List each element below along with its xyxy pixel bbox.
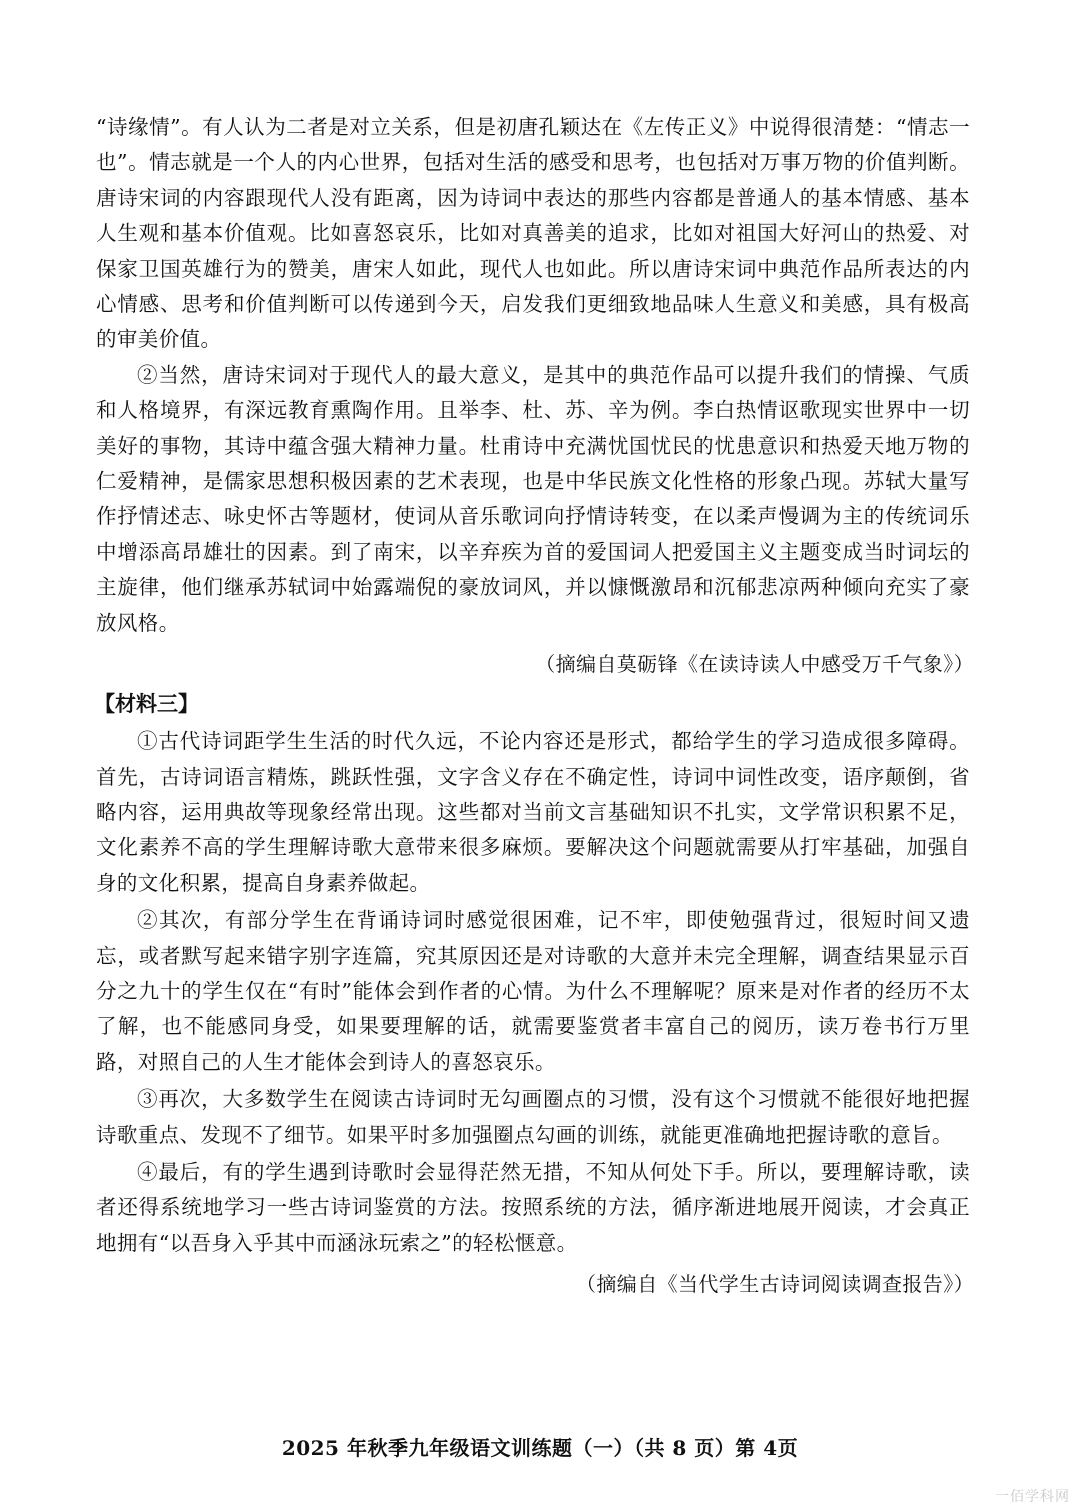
page-footer: 2025 年秋季九年级语文训练题（一）（共 8 页）第 4页 — [281, 1436, 799, 1460]
material-three-paragraph-2: ②其次，有部分学生在背诵诗词时感觉很困难，记不牢，即使勉强背过，很短时间又遗忘，或者默写起来错字别字连篇，究其原因还是对诗歌的大意并未完全理解，调查结果显示百分之九十的学生仅在“有时”能体会到作者的心情。为什么不理解呢？原来是对作者的经历不太了解，也不能感同身受，如果要理解的话，就需要鉴赏者丰富自己的阅历，读万卷书行万里路，对照自己的人生才能体会到诗人的喜怒哀乐。 — [96, 908, 970, 1074]
material-three-heading: 【材料三】 — [94, 692, 199, 717]
material-three-paragraph-1: ①古代诗词距学生生活的时代久远，不论内容还是形式，都给学生的学习造成很多障碍。首先，古诗词语言精炼，跳跃性强，文字含义存在不确定性，诗词中词性改变，语序颠倒，省略内容，运用典故等现象经常出现。这些都对当前文言基础知识不扎实，文学常识积累不足，文化素养不高的学生理解诗歌大意带来很多麻烦。要解决这个问题就需要从打牢基础，加强自身的文化积累，提高自身素养做起。 — [96, 729, 970, 895]
material-two-paragraph-continued: “诗缘情”。有人认为二者是对立关系，但是初唐孔颖达在《左传正义》中说得很清楚：“情志一也”。情志就是一个人的内心世界，包括对生活的感受和思考，也包括对万事万物的价值判断。唐诗宋词的内容跟现代人没有距离，因为诗词中表达的那些内容都是普通人的基本情感、基本人生观和基本价值观。比如喜怒哀乐，比如对真善美的追求，比如对祖国大好河山的热爱、对保家卫国英雄行为的赞美，唐宋人如此，现代人也如此。所以唐诗宋词中典范作品所表达的内心情感、思考和价值判断可以传递到今天，启发我们更细致地品味人生意义和美感，具有极高的审美价值。 — [96, 115, 970, 352]
material-two-paragraph-2: ②当然，唐诗宋词对于现代人的最大意义，是其中的典范作品可以提升我们的情操、气质和人格境界，有深远教育熏陶作用。且举李、杜、苏、辛为例。李白热情讴歌现实世界中一切美好的事物，其诗中蕴含强大精神力量。杜甫诗中充满忧国忧民的忧患意识和热爱天地万物的仁爱精神，是儒家思想积极因素的艺术表现，也是中华民族文化性格的形象凸现。苏轼大量写作抒情述志、咏史怀古等题材，使词从音乐歌词向抒情诗转变，在以柔声慢调为主的传统词乐中增添高昂雄壮的因素。到了南宋，以辛弃疾为首的爱国词人把爱国主义主题变成当时词坛的主旋律，他们继承苏轼词中始露端倪的豪放词风，并以慷慨激昂和沉郁悲凉两种倾向充实了豪放风格。 — [96, 362, 970, 635]
watermark: 一佰学科网 — [995, 1489, 1070, 1505]
material-three-paragraph-3: ③再次，大多数学生在阅读古诗词时无勾画圈点的习惯，没有这个习惯就不能很好地把握诗歌重点、发现不了细节。如果平时多加强圈点勾画的训练，就能更准确地把握诗歌的意旨。 — [96, 1087, 970, 1147]
material-two-source: （摘编自莫砺锋《在读诗读人中感受万千气象》） — [535, 652, 974, 677]
material-three-paragraph-4: ④最后，有的学生遇到诗歌时会显得茫然无措，不知从何处下手。所以，要理解诗歌，读者还得系统地学习一些古诗词鉴赏的方法。按照系统的方法，循序渐进地展开阅读，才会真正地拥有“以吾身入乎其中而涵泳玩索之”的轻松惬意。 — [96, 1159, 970, 1255]
material-three-source: （摘编自《当代学生古诗词阅读调查报告》） — [576, 1272, 974, 1297]
